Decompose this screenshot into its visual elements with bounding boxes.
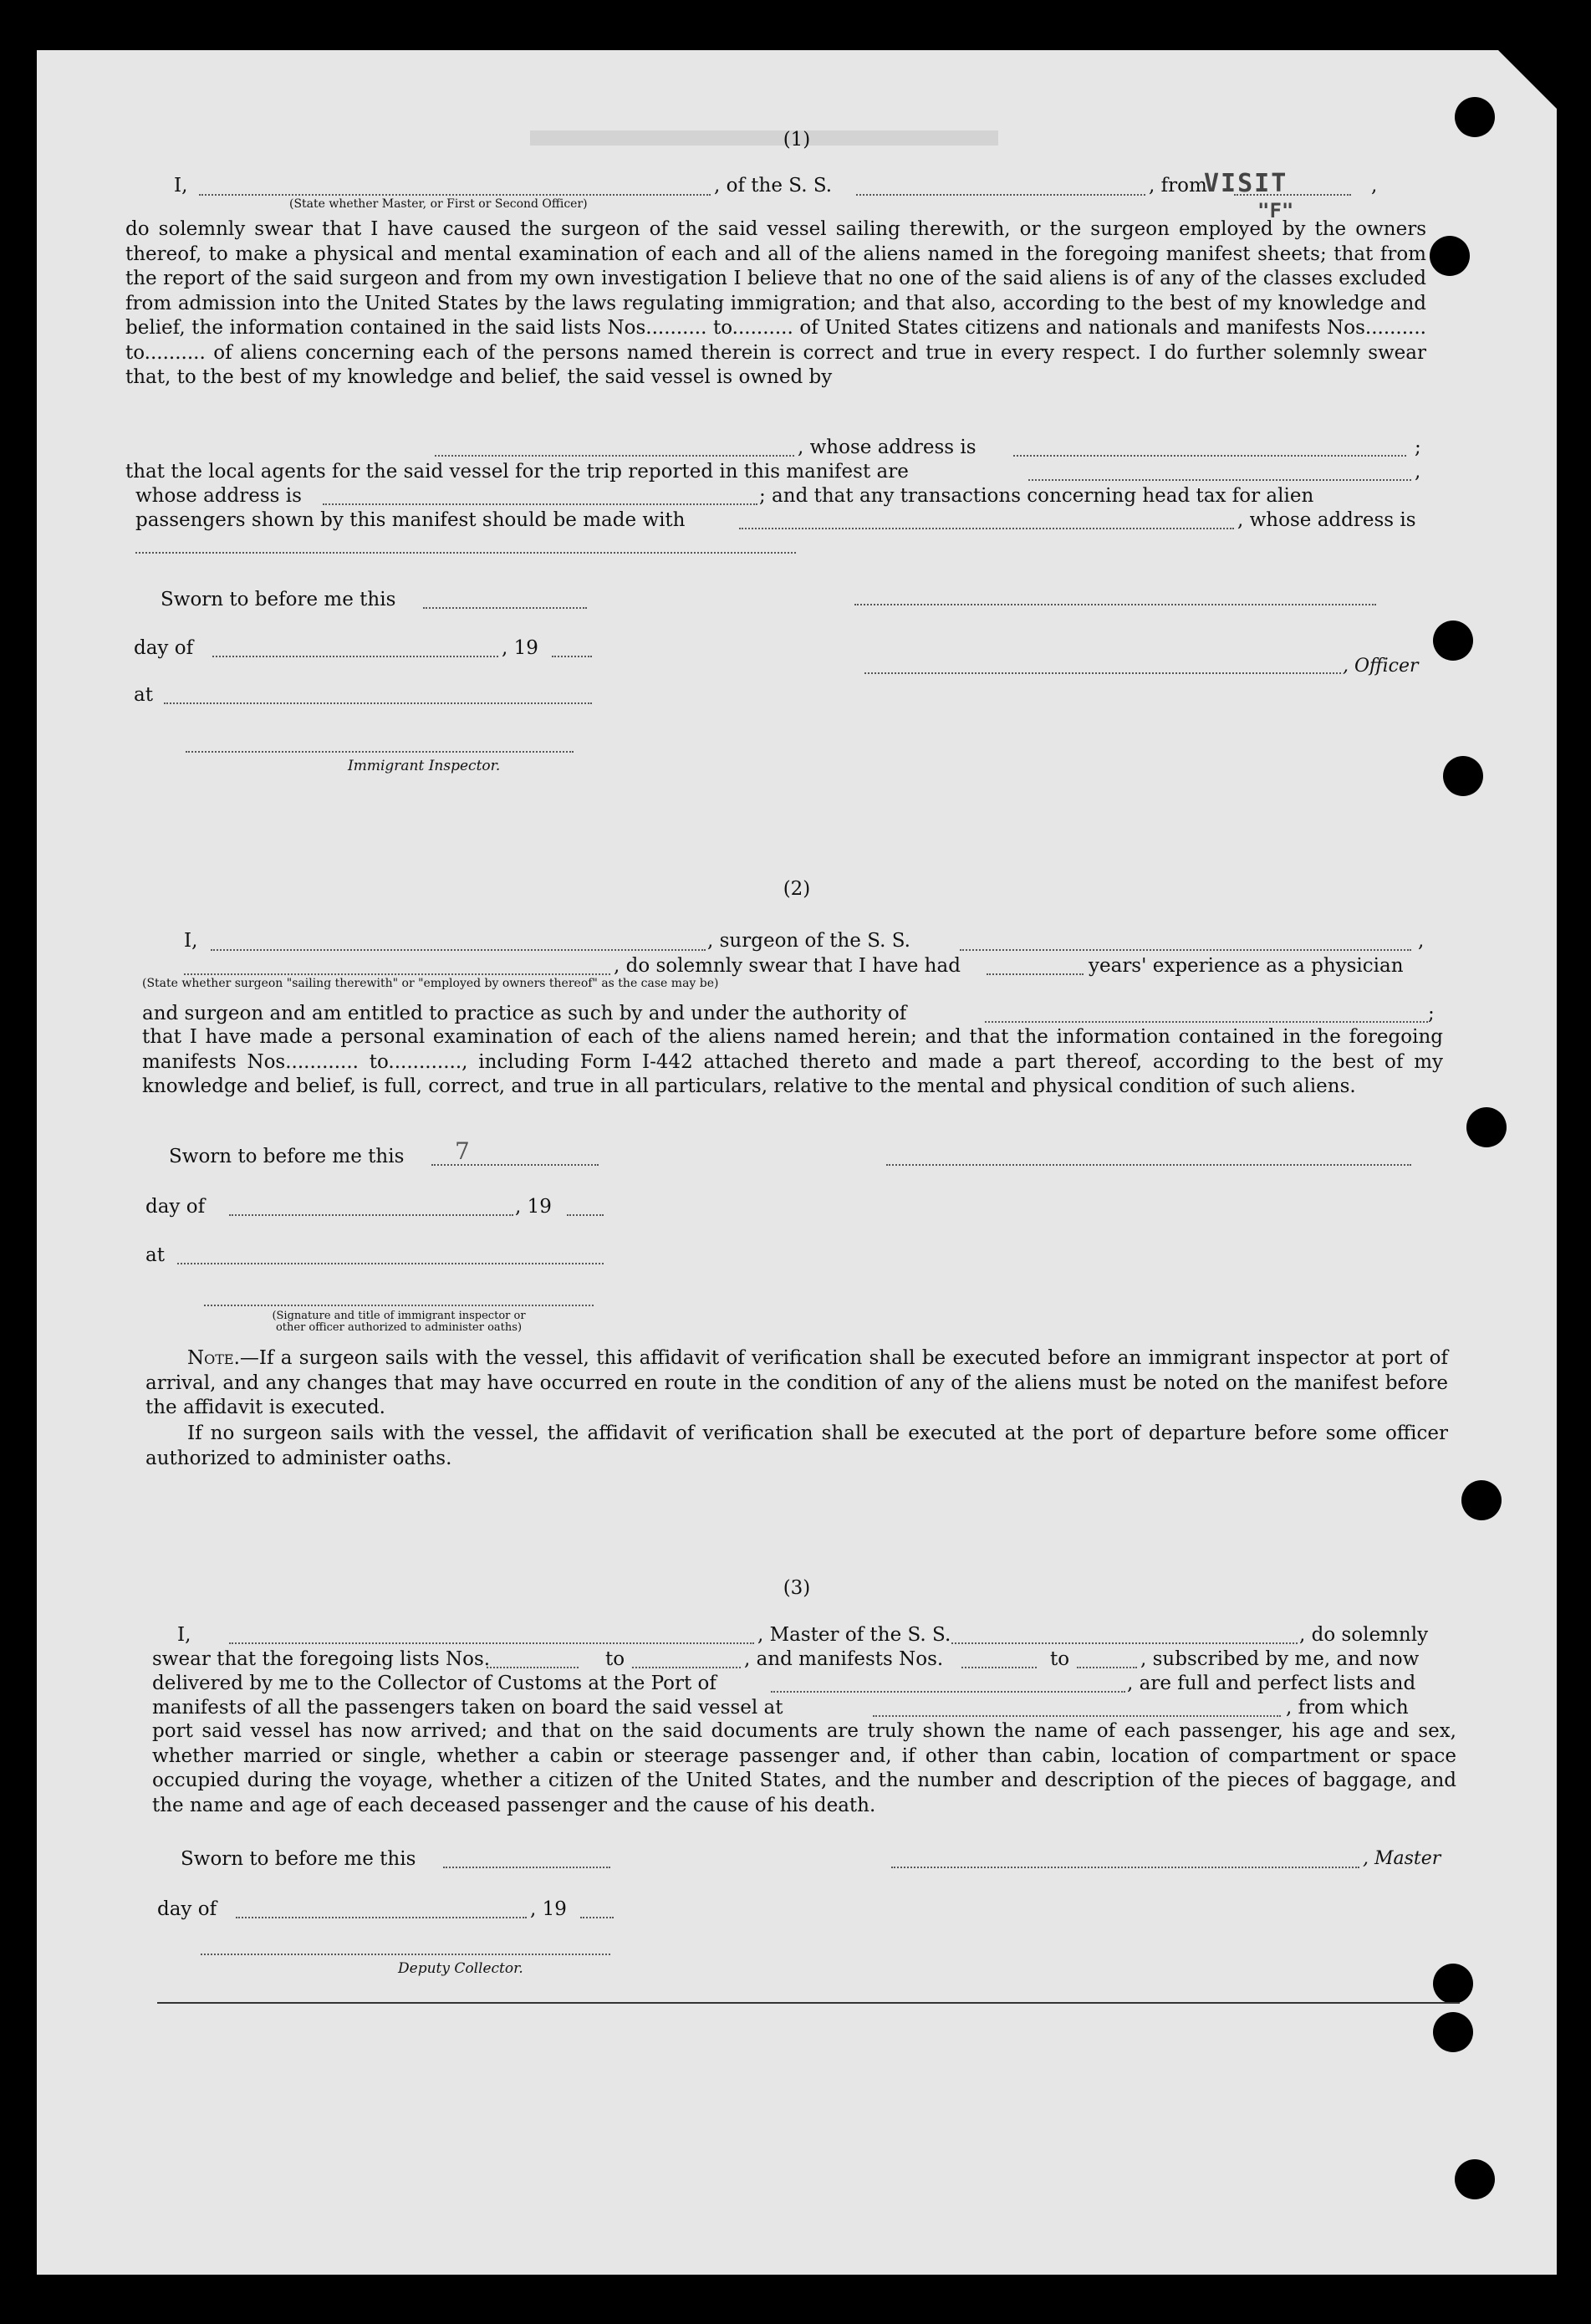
s2-note-paragraph (145, 1346, 1448, 1422)
s3-line3-full: , are full and perfect lists and (1127, 1673, 1416, 1694)
s2-note-body: —If a surgeon sails with the vessel, this affidavit of verification shall be executed before an immigrant inspector at port of arrival, and any changes that may have occurred en route in the condition of any of the aliens must be noted on the manifest before the affidavit is executed. (145, 1347, 1448, 1418)
s1-day-field[interactable] (212, 656, 498, 657)
s3-lists-from-field[interactable] (487, 1667, 579, 1668)
s3-line2-to2: to (1050, 1648, 1070, 1670)
s1-sworn-label: Sworn to before me this (161, 589, 396, 610)
punch-hole (1443, 756, 1483, 796)
s1-day-label: day of (134, 637, 194, 659)
s1-whose-address-label: whose address is (135, 485, 302, 507)
s2-line3-end: ; (1428, 1003, 1435, 1024)
s3-line2-subscribed: , subscribed by me, and now (1140, 1648, 1420, 1670)
s3-line2-manifests: , and manifests Nos. (744, 1648, 944, 1670)
s1-sworn-date-field[interactable] (423, 607, 587, 609)
s1-head-tax-text: ; and that any transactions concerning head tax for alien (759, 485, 1314, 507)
s1-inspector-signature-field[interactable] (186, 751, 574, 753)
s2-signature-caption-2: other officer authorized to administer oaths) (275, 1321, 523, 1334)
punch-hole (1461, 1480, 1502, 1520)
s1-agents-label: that the local agents for the said vessel for the trip reported in this manifest are (125, 461, 909, 483)
s2-at-label: at (145, 1244, 165, 1266)
s1-oath-paragraph: do solemnly swear that I have caused the surgeon of the said vessel sailing therewith, or the surgeon employed by the owners thereof, to make a physical and mental examination of each and all of the aliens named in the foregoing manifest sheets; that from the report of the said surgeon and from my own investigation I believe that no one of the said aliens is of any of the classes excluded from admission into the United States by the laws regulating immigration; and that also, according to the best of my knowledge and belief, the information contained in the said lists Nos.......... to.......... of United States citizens and nationals and manifests Nos.......... to.......... of aliens concerning each of the persons named therein is correct and true in every respect. I do further solemnly swear that, to the best of my knowledge and belief, the said vessel is owned by (125, 218, 1426, 388)
punch-hole (1466, 1107, 1507, 1147)
s2-note-label: Note. (187, 1347, 240, 1369)
s1-line1-ss: , of the S. S. (714, 175, 833, 197)
section-2-number: (2) (783, 878, 811, 900)
s1-head-tax-agent-field[interactable] (739, 528, 1234, 529)
punch-hole (1433, 2012, 1473, 2052)
s1-from-field[interactable] (1234, 194, 1351, 196)
s1-agents-field[interactable] (1028, 479, 1411, 481)
s2-authority-field[interactable] (985, 1021, 1428, 1023)
s1-year-field[interactable] (552, 656, 592, 657)
s2-surgeon-signature-field[interactable] (886, 1164, 1411, 1166)
s2-signature-caption-1: (Signature and title of immigrant inspector or (272, 1310, 526, 1322)
s1-agents-end: , (1415, 461, 1421, 483)
visit-stamp-mark: "F" (1257, 199, 1294, 222)
punch-hole (1433, 1964, 1473, 2004)
s3-sworn-label: Sworn to before me this (181, 1848, 416, 1870)
s2-day-label: day of (145, 1196, 206, 1218)
s1-owned-by-field[interactable] (435, 455, 794, 457)
s3-lists-to-field[interactable] (632, 1667, 741, 1668)
s3-line4-from-which: , from which (1286, 1697, 1409, 1719)
s3-line4-manifests: manifests of all the passengers taken on board the said vessel at (152, 1697, 783, 1719)
s1-vessel-field[interactable] (856, 194, 1145, 196)
folded-corner (1498, 50, 1557, 109)
s3-line2-to1: to (605, 1648, 625, 1670)
s2-year-field[interactable] (567, 1214, 604, 1216)
s2-line3-authority: and surgeon and am entitled to practice as such by and under the authority of (142, 1003, 907, 1024)
s2-surgeon-name-field[interactable] (211, 949, 706, 951)
s3-arrival-paragraph: port said vessel has now arrived; and that on the said documents are truly shown the name of each passenger, his age and sex, whether married or single, whether a cabin or steerage passenger and, if other than cabin, location of compartment or space occupied during the voyage, whether a citizen of the United States, and the number and description of the pieces of baggage, and the name and age of each deceased passenger and the cause of his death. (152, 1720, 1456, 1816)
s2-at-field[interactable] (177, 1263, 604, 1264)
s3-vessel-field[interactable] (951, 1642, 1298, 1644)
s3-departure-field[interactable] (873, 1715, 1281, 1717)
s3-manifests-to-field[interactable] (1077, 1667, 1137, 1668)
s1-line1-end: , (1371, 175, 1378, 197)
punch-hole (1433, 621, 1473, 661)
s2-inspector-signature-field[interactable] (204, 1305, 594, 1306)
s2-line1-i: I, (184, 930, 198, 952)
s1-officer-signature-field[interactable] (864, 672, 1341, 674)
s2-sworn-label: Sworn to before me this (169, 1146, 405, 1167)
s3-day-label: day of (157, 1898, 217, 1920)
s3-line2-lists: swear that the foregoing lists Nos. (152, 1648, 491, 1670)
s2-line1-surgeon: , surgeon of the S. S. (707, 930, 910, 952)
visit-stamp: VISIT (1204, 169, 1288, 198)
s1-line1-i: I, (174, 175, 188, 197)
s3-day-field[interactable] (236, 1917, 527, 1918)
s2-sailing-capacity-field[interactable] (184, 973, 610, 975)
s3-year-label: , 19 (530, 1898, 567, 1920)
s2-year-label: , 19 (515, 1196, 552, 1218)
s2-no-surgeon-paragraph: If no surgeon sails with the vessel, the affidavit of verification shall be executed at the port of departure before some officer authorized to administer oaths. (145, 1422, 1448, 1469)
s3-deputy-caption: Deputy Collector. (398, 1960, 523, 1977)
manifest-sheet (37, 50, 1557, 2275)
s1-agents-address-field[interactable] (323, 503, 757, 505)
s1-officer-caption: , Officer (1343, 656, 1419, 677)
s3-line3-delivered: delivered by me to the Collector of Customs at the Port of (152, 1673, 716, 1694)
bottom-rule (157, 2002, 1460, 2004)
section-3-number: (3) (783, 1577, 811, 1599)
s2-examination-paragraph: that I have made a personal examination of each of the aliens named herein; and that the information contained in the foregoing manifests Nos............ to............, including Form I-442 attached thereto and made a part thereof, according to the best of my knowledge and belief, is full, correct, and true in all particulars, relative to the mental and physical condition of such aliens. (142, 1026, 1443, 1097)
s1-head-tax-address-field[interactable] (135, 552, 796, 554)
s3-year-field[interactable] (580, 1917, 614, 1918)
s2-line2-years: years' experience as a physician (1089, 955, 1404, 977)
s1-at-label: at (134, 684, 153, 706)
punch-hole (1455, 2159, 1495, 2199)
s1-owned-address-label: , whose address is (798, 437, 977, 458)
s3-line1-i: I, (177, 1624, 191, 1646)
s2-years-field[interactable] (987, 973, 1084, 975)
s1-passengers-end: , whose address is (1237, 509, 1416, 531)
s2-vessel-field[interactable] (960, 949, 1411, 951)
s3-master-signature-field[interactable] (891, 1867, 1359, 1868)
s3-line1-end: , do solemnly (1299, 1624, 1429, 1646)
s1-officer-note: (State whether Master, or First or Second Officer) (289, 197, 588, 211)
s2-line1-end: , (1418, 930, 1425, 952)
s1-owner-address-field[interactable] (1013, 455, 1406, 457)
s1-line1-from: , from (1149, 175, 1207, 197)
s2-sworn-handwritten-mark: 7 (455, 1137, 470, 1165)
punch-hole (1430, 236, 1470, 276)
s1-officer-signature-line-top[interactable] (854, 604, 1376, 605)
s2-surgeon-note: (State whether surgeon "sailing therewith" or "employed by owners thereof" as the case may be) (142, 977, 719, 990)
s2-line2-swear: , do solemnly swear that I have had (614, 955, 961, 977)
s1-officer-name-field[interactable] (199, 194, 711, 196)
section-1-number: (1) (783, 129, 811, 151)
s3-manifests-from-field[interactable] (961, 1667, 1037, 1668)
s3-port-field[interactable] (771, 1691, 1125, 1693)
s1-inspector-caption: Immigrant Inspector. (348, 758, 501, 774)
s3-line1-master: , Master of the S. S. (757, 1624, 951, 1646)
s3-master-caption: , Master (1363, 1848, 1441, 1869)
s2-day-field[interactable] (229, 1214, 513, 1216)
s3-sworn-date-field[interactable] (443, 1867, 610, 1868)
s3-master-name-field[interactable] (229, 1642, 754, 1644)
s1-year-label: , 19 (502, 637, 538, 659)
s3-deputy-signature-field[interactable] (201, 1954, 610, 1955)
s1-passengers-label: passengers shown by this manifest should be made with (135, 509, 686, 531)
s1-owned-end: ; (1415, 437, 1421, 458)
s1-at-field[interactable] (164, 702, 592, 704)
